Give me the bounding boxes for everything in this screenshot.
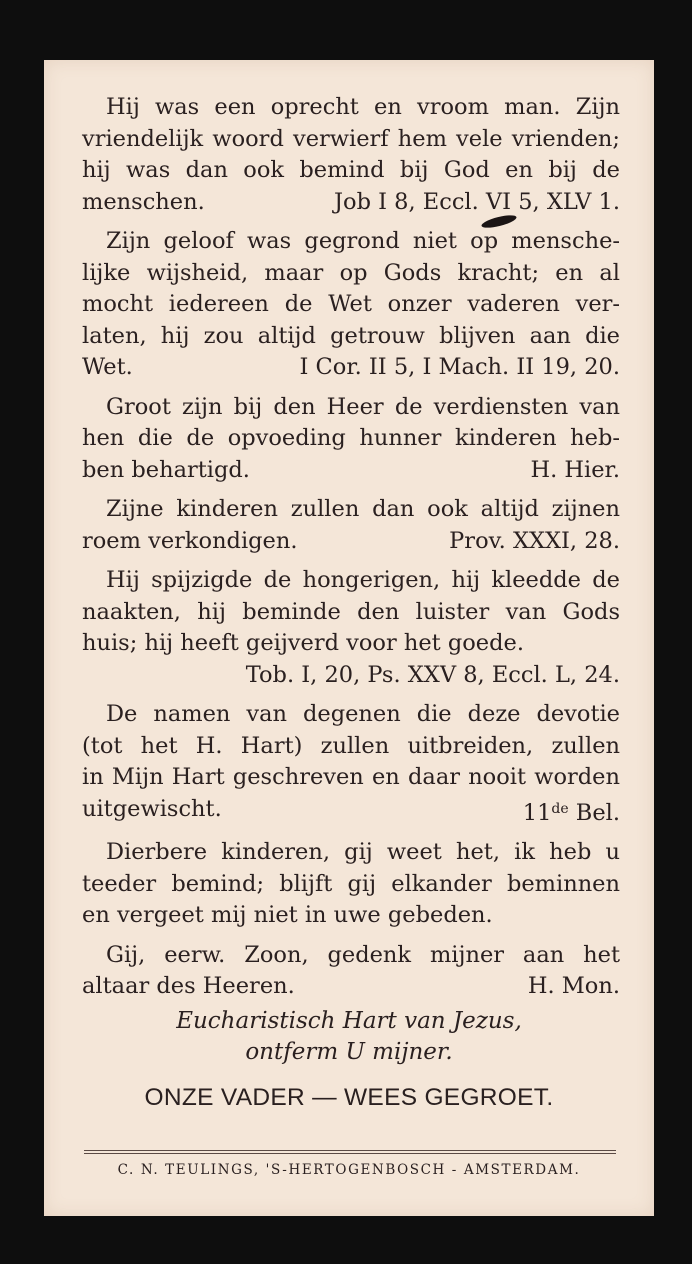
double-rule-divider [84, 1150, 616, 1154]
text-line: laten, hij zou altijd getrouw blijven aan die [82, 322, 620, 349]
paragraph-5 [82, 565, 620, 691]
reference-line [82, 971, 620, 1003]
text-line: vriendelijk woord verwierf hem vele vrienden; [82, 125, 620, 152]
reference-line [82, 187, 620, 219]
text-line: mocht iedereen de Wet onzer vaderen ver- [82, 291, 620, 317]
memorial-card [44, 60, 654, 1216]
scripture-reference: I Cor. II 5, I Mach. II 19, 20. [299, 354, 620, 380]
text-line: Zijne kinderen zullen dan ook altijd zijnen [106, 496, 620, 522]
reference-source: Bel. [568, 799, 620, 826]
text-line: hij was dan ook bemind bij God en bij de [82, 157, 620, 183]
reference-superscript: de [551, 800, 569, 817]
scripture-reference: Tob. I, 20, Ps. XXV 8, Eccl. L, 24. [245, 661, 620, 688]
invocation-line: Eucharistisch Hart van Jezus, [176, 1008, 522, 1034]
reference-line [82, 455, 620, 487]
text-line: Hij spijzigde de hongerigen, hij kleedde de [106, 567, 620, 593]
paragraph-2 [82, 226, 620, 384]
reference-line [82, 526, 620, 558]
text-line: De namen van degenen die deze devotie [106, 701, 620, 727]
reference-text-end: ben behartigd. [82, 456, 250, 483]
paragraph-1 [82, 92, 620, 218]
text-line: en vergeet mij niet in uwe gebeden. [82, 902, 493, 928]
reference-text-end: Wet. [82, 354, 133, 380]
invocation-line: ontferm U mijner. [245, 1039, 453, 1065]
reference-number: 11 [522, 799, 552, 826]
scripture-reference: Job I 8, Eccl. VI 5, XLV 1. [334, 188, 620, 215]
reference-text-end: menschen. [82, 188, 205, 215]
paragraph-7 [82, 837, 620, 932]
scripture-reference: Prov. XXXI, 28. [449, 527, 620, 554]
reference-text-end: altaar des Heeren. [82, 973, 295, 999]
paragraph-4 [82, 494, 620, 557]
text-line: Zijn geloof was gegrond niet op mensche- [106, 228, 620, 254]
scripture-reference: H. Mon. [527, 973, 620, 999]
scripture-reference: H. Hier. [530, 456, 620, 483]
text-line: teeder bemind; blijft gij elkander beminnen [82, 870, 620, 897]
text-line: Dierbere kinderen, gij weet het, ik heb u [106, 839, 620, 865]
paragraph-3 [82, 392, 620, 487]
closing-prayer: ONZE VADER — WEES GEGROET. [144, 1084, 554, 1111]
text-line: (tot het H. Hart) zullen uitbreiden, zullen [82, 732, 620, 759]
text-line: Gij, eerw. Zoon, gedenk mijner aan het [106, 941, 620, 968]
reference-line [82, 352, 620, 384]
card-text [82, 92, 620, 1011]
paragraph-8 [82, 940, 620, 1003]
invocation [44, 1006, 654, 1068]
scripture-reference [523, 794, 620, 830]
paragraph-6 [82, 699, 620, 829]
reference-text-end: roem verkondigen. [82, 527, 298, 554]
text-line: in Mijn Hart geschreven en daar nooit worden [82, 764, 620, 790]
text-line: huis; hij heeft geijverd voor het goede. [82, 630, 524, 656]
text-line: naakten, hij beminde den luister van Gods [82, 598, 620, 625]
text-line: Groot zijn bij den Heer de verdiensten van [106, 393, 620, 420]
text-line: lijke wijsheid, maar op Gods kracht; en al [82, 259, 620, 286]
reference-text-end: uitgewischt. [82, 795, 222, 822]
text-line: Hij was een oprecht en vroom man. Zijn [106, 94, 620, 120]
text-line: hen die de opvoeding hunner kinderen heb- [82, 425, 620, 451]
printer-imprint: C. N. TEULINGS, 'S-HERTOGENBOSCH - AMSTERDAM. [117, 1162, 581, 1178]
reference-line [82, 794, 620, 830]
